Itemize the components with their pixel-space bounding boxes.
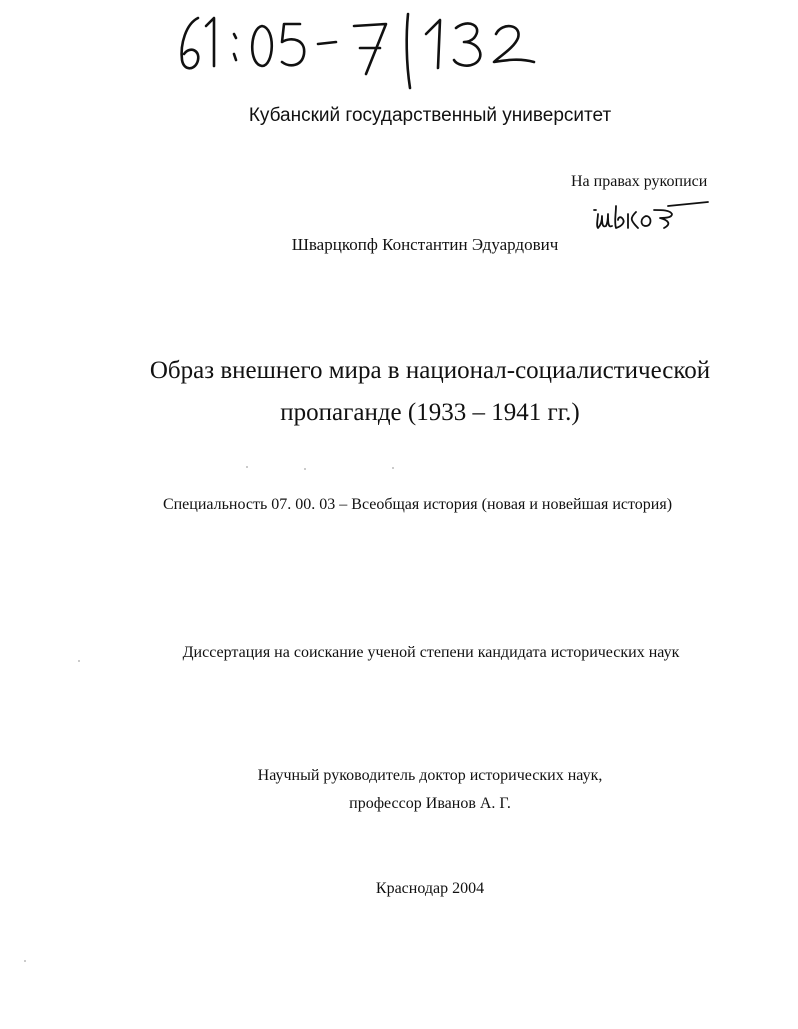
university-name: Кубанский государственный университет [248, 105, 612, 126]
handwritten-code-strokes [150, 4, 550, 90]
scan-speck [24, 960, 26, 962]
scientific-supervisor [0, 762, 798, 818]
city-year: Краснодар 2004 [375, 880, 485, 897]
title-line-1: Образ внешнего мира в национал-социалистической [149, 357, 711, 384]
scan-speck [78, 660, 80, 662]
signature-strokes [592, 192, 712, 234]
scan-speck [246, 466, 248, 468]
author-name: Шварцкопф Константин Эдуардович [291, 235, 559, 254]
dissertation-title [0, 350, 798, 434]
thesis-statement: Диссертация на соискание ученой степени кандидата исторических наук [182, 644, 680, 661]
title-line-2: пропаганде (1933 – 1941 гг.) [280, 399, 580, 426]
supervisor-line-2: профессор Иванов А. Г. [349, 795, 511, 812]
scan-speck [304, 468, 306, 470]
handwritten-archive-code [150, 4, 550, 90]
rights-notice: На правах рукописи [571, 173, 708, 190]
scan-speck [392, 467, 394, 469]
supervisor-line-1: Научный руководитель доктор исторических наук, [257, 767, 603, 784]
author-signature [592, 192, 712, 234]
specialty-line: Специальность 07. 00. 03 – Всеобщая история (новая и новейшая история) [162, 496, 673, 513]
